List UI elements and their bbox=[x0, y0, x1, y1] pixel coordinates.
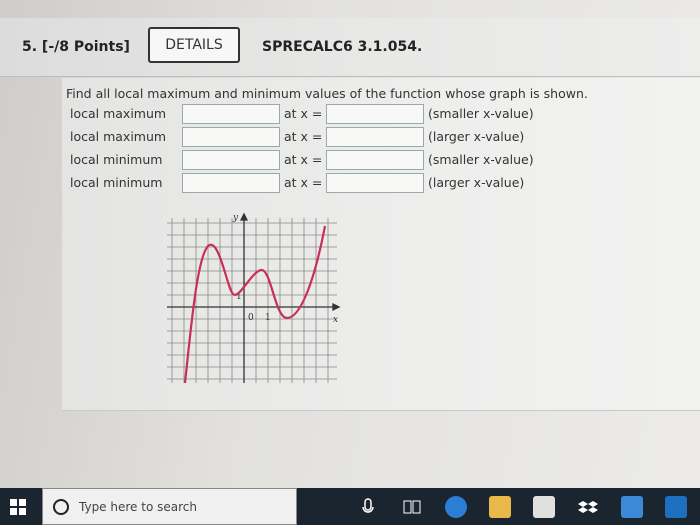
local-max-2-value-input[interactable] bbox=[182, 127, 280, 147]
x-axis-label: x bbox=[333, 315, 339, 325]
problem-id: SPRECALC6 3.1.054. bbox=[262, 39, 423, 55]
edge-icon[interactable] bbox=[445, 496, 467, 518]
dropbox-icon[interactable] bbox=[577, 496, 599, 518]
taskbar bbox=[0, 488, 700, 525]
local-min-2-x-input[interactable] bbox=[326, 173, 424, 193]
row-hint: (larger x-value) bbox=[428, 175, 525, 190]
at-x-label: at x = bbox=[284, 106, 323, 121]
row-label: local maximum bbox=[70, 106, 167, 121]
row-label: local minimum bbox=[70, 175, 163, 190]
graph-grid bbox=[167, 218, 337, 383]
x-tick-label: 1 bbox=[265, 313, 271, 323]
local-min-1-x-input[interactable] bbox=[326, 150, 424, 170]
mail-icon[interactable] bbox=[665, 496, 687, 518]
graph-axes bbox=[167, 214, 339, 383]
question-prompt: Find all local maximum and minimum values of the function whose graph is shown. bbox=[66, 86, 588, 101]
question-number: 5. [-/8 Points] bbox=[22, 39, 130, 55]
taskbar-search[interactable] bbox=[42, 488, 297, 525]
local-min-1-value-input[interactable] bbox=[182, 150, 280, 170]
task-view-icon[interactable] bbox=[401, 496, 423, 518]
local-max-2-x-input[interactable] bbox=[326, 127, 424, 147]
function-graph bbox=[167, 208, 347, 388]
origin-label: 0 bbox=[248, 313, 254, 323]
file-explorer-icon[interactable] bbox=[489, 496, 511, 518]
y-tick-label: 1 bbox=[236, 292, 242, 302]
local-max-1-value-input[interactable] bbox=[182, 104, 280, 124]
row-label: local maximum bbox=[70, 129, 167, 144]
vscode-icon[interactable] bbox=[621, 496, 643, 518]
at-x-label: at x = bbox=[284, 129, 323, 144]
local-min-2-value-input[interactable] bbox=[182, 173, 280, 193]
row-hint: (larger x-value) bbox=[428, 129, 525, 144]
store-icon[interactable] bbox=[533, 496, 555, 518]
row-label: local minimum bbox=[70, 152, 163, 167]
question-header bbox=[0, 18, 700, 77]
y-axis-label: y bbox=[233, 213, 239, 223]
search-placeholder: Type here to search bbox=[79, 499, 197, 514]
windows-logo-icon[interactable] bbox=[0, 488, 36, 525]
at-x-label: at x = bbox=[284, 152, 323, 167]
microphone-icon[interactable] bbox=[357, 496, 379, 518]
question-content bbox=[62, 78, 700, 411]
local-max-1-x-input[interactable] bbox=[326, 104, 424, 124]
at-x-label: at x = bbox=[284, 175, 323, 190]
row-hint: (smaller x-value) bbox=[428, 106, 534, 121]
row-hint: (smaller x-value) bbox=[428, 152, 534, 167]
search-icon bbox=[53, 499, 69, 515]
details-button[interactable]: DETAILS bbox=[148, 27, 240, 63]
